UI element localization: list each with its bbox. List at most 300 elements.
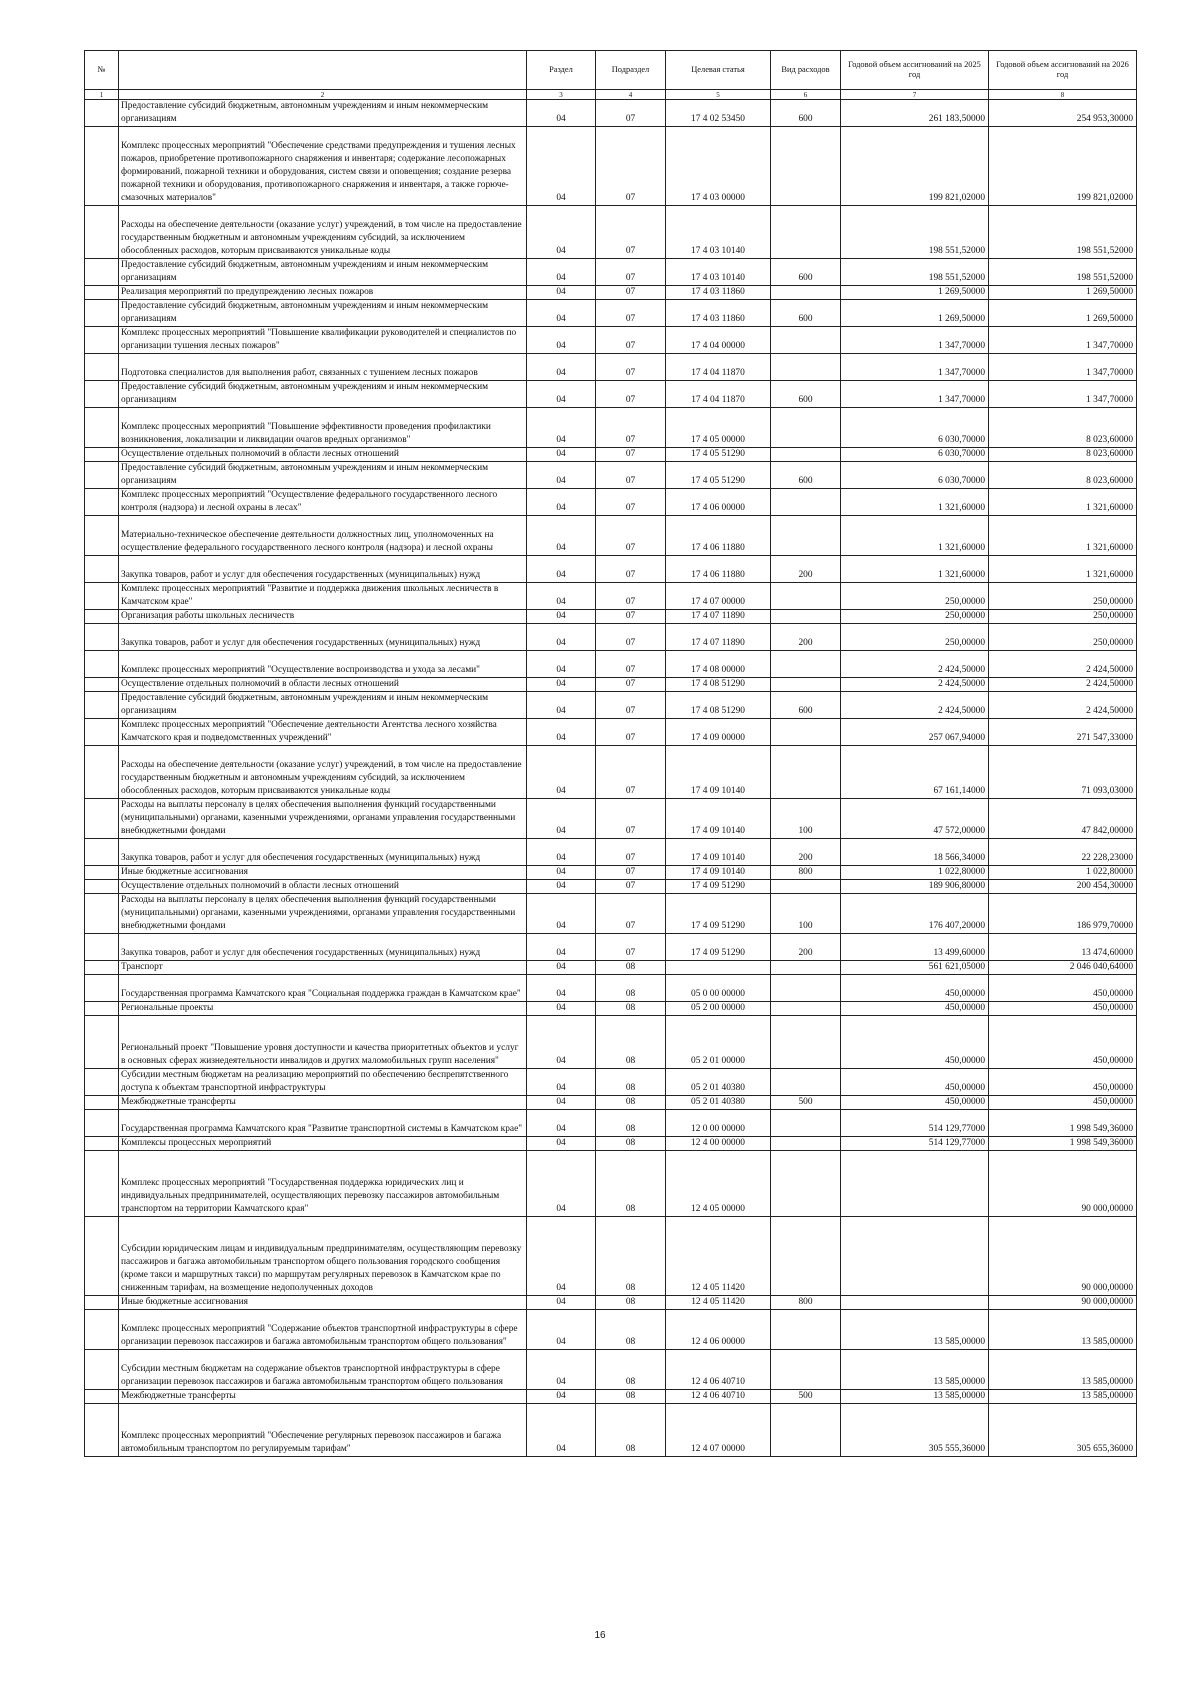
cell-expense xyxy=(771,354,841,381)
cell-no xyxy=(85,381,119,408)
cell-expense xyxy=(771,1151,841,1217)
cell-name: Предоставление субсидий бюджетным, автономным учреждениям и иным некоммерческим организациям xyxy=(119,462,527,489)
table-row xyxy=(85,1350,1137,1390)
cell-expense: 800 xyxy=(771,866,841,880)
table-row xyxy=(85,894,1137,934)
cell-subsection: 08 xyxy=(596,1217,666,1296)
cell-2025: 1 347,70000 xyxy=(841,327,989,354)
cell-target: 12 4 05 11420 xyxy=(666,1217,771,1296)
cell-2025: 250,00000 xyxy=(841,583,989,610)
cell-2026: 2 424,50000 xyxy=(989,651,1137,678)
cell-section: 04 xyxy=(527,799,596,839)
table-row xyxy=(85,300,1137,327)
cell-2026: 200 454,30000 xyxy=(989,880,1137,894)
table-row xyxy=(85,327,1137,354)
cell-target: 12 4 06 00000 xyxy=(666,1310,771,1350)
cell-target: 12 4 00 00000 xyxy=(666,1137,771,1151)
cell-2025 xyxy=(841,1217,989,1296)
cell-section: 04 xyxy=(527,961,596,975)
cell-no xyxy=(85,1002,119,1016)
table-row xyxy=(85,866,1137,880)
table-row xyxy=(85,354,1137,381)
cell-no xyxy=(85,1016,119,1069)
cell-2026: 450,00000 xyxy=(989,1096,1137,1110)
cell-name: Комплекс процессных мероприятий "Развитие и поддержка движения школьных лесничеств в Камчатском крае" xyxy=(119,583,527,610)
cell-subsection: 08 xyxy=(596,1096,666,1110)
cell-subsection: 07 xyxy=(596,839,666,866)
cell-no xyxy=(85,462,119,489)
cell-expense: 500 xyxy=(771,1390,841,1404)
cell-section: 04 xyxy=(527,583,596,610)
cell-subsection: 08 xyxy=(596,1151,666,1217)
cell-section: 04 xyxy=(527,839,596,866)
cell-no xyxy=(85,610,119,624)
cell-2025: 1 269,50000 xyxy=(841,286,989,300)
table-row xyxy=(85,1016,1137,1069)
cell-expense xyxy=(771,1069,841,1096)
cell-2026: 1 347,70000 xyxy=(989,354,1137,381)
cell-2026: 47 842,00000 xyxy=(989,799,1137,839)
table-row xyxy=(85,719,1137,746)
cell-no xyxy=(85,746,119,799)
cell-section: 04 xyxy=(527,1296,596,1310)
cell-expense xyxy=(771,610,841,624)
table-row xyxy=(85,934,1137,961)
cell-no xyxy=(85,894,119,934)
cell-target: 17 4 07 00000 xyxy=(666,583,771,610)
table-row xyxy=(85,100,1137,127)
cell-section: 04 xyxy=(527,259,596,286)
table-row xyxy=(85,516,1137,556)
cell-name: Осуществление отдельных полномочий в области лесных отношений xyxy=(119,448,527,462)
cell-target: 17 4 04 11870 xyxy=(666,354,771,381)
cell-section: 04 xyxy=(527,1002,596,1016)
cell-name: Расходы на выплаты персоналу в целях обеспечения выполнения функций государственными (муниципальными) органами, казенными учреждениями, органами управления государственными внебюджетными фондами xyxy=(119,799,527,839)
cell-target: 17 4 05 51290 xyxy=(666,462,771,489)
cell-subsection: 07 xyxy=(596,381,666,408)
cell-target: 17 4 07 11890 xyxy=(666,624,771,651)
table-row xyxy=(85,610,1137,624)
cell-2025: 199 821,02000 xyxy=(841,127,989,206)
table-row xyxy=(85,1096,1137,1110)
cell-2026: 250,00000 xyxy=(989,583,1137,610)
col-number: 4 xyxy=(596,90,666,100)
cell-expense xyxy=(771,1217,841,1296)
cell-2025: 450,00000 xyxy=(841,1069,989,1096)
cell-name: Расходы на выплаты персоналу в целях обеспечения выполнения функций государственными (муниципальными) органами, казенными учреждениями, органами управления государственными внебюджетными фондами xyxy=(119,894,527,934)
cell-no xyxy=(85,651,119,678)
col-number: 5 xyxy=(666,90,771,100)
cell-section: 04 xyxy=(527,678,596,692)
cell-expense: 200 xyxy=(771,839,841,866)
cell-expense xyxy=(771,327,841,354)
cell-subsection: 08 xyxy=(596,1296,666,1310)
cell-section: 04 xyxy=(527,719,596,746)
cell-no xyxy=(85,516,119,556)
table-body xyxy=(85,100,1137,1457)
table-row xyxy=(85,1390,1137,1404)
cell-2025: 18 566,34000 xyxy=(841,839,989,866)
cell-no xyxy=(85,678,119,692)
cell-name: Комплекс процессных мероприятий "Обеспечение деятельности Агентства лесного хозяйства Камчатского края и подведомственных учреждений" xyxy=(119,719,527,746)
cell-subsection: 07 xyxy=(596,286,666,300)
cell-section: 04 xyxy=(527,327,596,354)
col-header-name xyxy=(119,51,527,90)
cell-expense: 600 xyxy=(771,259,841,286)
cell-target: 17 4 09 10140 xyxy=(666,799,771,839)
cell-2025: 176 407,20000 xyxy=(841,894,989,934)
col-number: 3 xyxy=(527,90,596,100)
cell-name: Комплекс процессных мероприятий "Осуществление федерального государственного лесного контроля (надзора) и лесной охраны в лесах" xyxy=(119,489,527,516)
cell-2026: 8 023,60000 xyxy=(989,448,1137,462)
cell-section: 04 xyxy=(527,894,596,934)
cell-2025: 13 585,00000 xyxy=(841,1310,989,1350)
cell-name: Расходы на обеспечение деятельности (оказание услуг) учреждений, в том числе на предоставление государственным бюджетным и автономным учреждениям субсидий, за исключением обособленных расходов, которым присваиваются уникальные коды xyxy=(119,206,527,259)
cell-subsection: 07 xyxy=(596,880,666,894)
cell-2026: 1 022,80000 xyxy=(989,866,1137,880)
table-row xyxy=(85,1217,1137,1296)
cell-2026: 1 321,60000 xyxy=(989,489,1137,516)
cell-subsection: 07 xyxy=(596,462,666,489)
cell-subsection: 08 xyxy=(596,1069,666,1096)
cell-subsection: 07 xyxy=(596,556,666,583)
cell-expense: 100 xyxy=(771,894,841,934)
cell-section: 04 xyxy=(527,610,596,624)
cell-target: 17 4 09 00000 xyxy=(666,719,771,746)
cell-name: Предоставление субсидий бюджетным, автономным учреждениям и иным некоммерческим организациям xyxy=(119,692,527,719)
cell-2025: 13 499,60000 xyxy=(841,934,989,961)
cell-2026: 90 000,00000 xyxy=(989,1217,1137,1296)
table-row xyxy=(85,286,1137,300)
cell-target: 17 4 09 51290 xyxy=(666,934,771,961)
cell-no xyxy=(85,127,119,206)
cell-2026: 305 655,36000 xyxy=(989,1404,1137,1457)
cell-subsection: 07 xyxy=(596,692,666,719)
cell-subsection: 07 xyxy=(596,894,666,934)
cell-target: 12 4 06 40710 xyxy=(666,1390,771,1404)
cell-2025: 257 067,94000 xyxy=(841,719,989,746)
header-number-row xyxy=(85,90,1137,100)
table-row xyxy=(85,975,1137,1002)
cell-no xyxy=(85,692,119,719)
cell-subsection: 08 xyxy=(596,1404,666,1457)
cell-name: Предоставление субсидий бюджетным, автономным учреждениям и иным некоммерческим организациям xyxy=(119,300,527,327)
cell-target: 17 4 09 10140 xyxy=(666,866,771,880)
cell-section: 04 xyxy=(527,1137,596,1151)
cell-no xyxy=(85,839,119,866)
cell-no xyxy=(85,880,119,894)
cell-no xyxy=(85,259,119,286)
cell-subsection: 07 xyxy=(596,651,666,678)
cell-no xyxy=(85,100,119,127)
cell-2025: 514 129,77000 xyxy=(841,1137,989,1151)
cell-name: Субсидии местным бюджетам на реализацию мероприятий по обеспечению беспрепятственного доступа к объектам транспортной инфраструктуры xyxy=(119,1069,527,1096)
table-row xyxy=(85,1404,1137,1457)
cell-no xyxy=(85,624,119,651)
cell-expense xyxy=(771,206,841,259)
cell-section: 04 xyxy=(527,1110,596,1137)
cell-2025: 2 424,50000 xyxy=(841,651,989,678)
cell-2026: 250,00000 xyxy=(989,610,1137,624)
cell-no xyxy=(85,934,119,961)
cell-no xyxy=(85,1350,119,1390)
cell-target xyxy=(666,961,771,975)
table-row xyxy=(85,127,1137,206)
cell-no xyxy=(85,556,119,583)
table-row xyxy=(85,1002,1137,1016)
col-number: 1 xyxy=(85,90,119,100)
cell-2025: 250,00000 xyxy=(841,610,989,624)
cell-expense xyxy=(771,448,841,462)
cell-2025 xyxy=(841,1296,989,1310)
cell-name: Расходы на обеспечение деятельности (оказание услуг) учреждений, в том числе на предоставление государственным бюджетным и автономным учреждениям субсидий, за исключением обособленных расходов, которым присваиваются уникальные коды xyxy=(119,746,527,799)
cell-no xyxy=(85,286,119,300)
cell-target: 12 0 00 00000 xyxy=(666,1110,771,1137)
cell-2025 xyxy=(841,1151,989,1217)
cell-2025: 305 555,36000 xyxy=(841,1404,989,1457)
cell-subsection: 08 xyxy=(596,1137,666,1151)
cell-subsection: 07 xyxy=(596,678,666,692)
cell-name: Закупка товаров, работ и услуг для обеспечения государственных (муниципальных) нужд xyxy=(119,624,527,651)
cell-name: Комплекс процессных мероприятий "Повышение квалификации руководителей и специалистов по организации тушения лесных пожаров" xyxy=(119,327,527,354)
cell-subsection: 07 xyxy=(596,408,666,448)
cell-expense xyxy=(771,1016,841,1069)
cell-section: 04 xyxy=(527,1217,596,1296)
cell-2026: 13 585,00000 xyxy=(989,1390,1137,1404)
cell-no xyxy=(85,1390,119,1404)
cell-target: 05 2 01 40380 xyxy=(666,1069,771,1096)
cell-expense xyxy=(771,746,841,799)
cell-2026: 2 424,50000 xyxy=(989,678,1137,692)
cell-subsection: 07 xyxy=(596,127,666,206)
cell-2025: 2 424,50000 xyxy=(841,678,989,692)
cell-section: 04 xyxy=(527,1390,596,1404)
table-row xyxy=(85,408,1137,448)
cell-subsection: 07 xyxy=(596,610,666,624)
cell-section: 04 xyxy=(527,100,596,127)
table-row xyxy=(85,381,1137,408)
cell-target: 17 4 05 51290 xyxy=(666,448,771,462)
cell-section: 04 xyxy=(527,354,596,381)
col-header-no: № xyxy=(85,51,119,90)
cell-2026: 1 347,70000 xyxy=(989,381,1137,408)
table-row xyxy=(85,624,1137,651)
cell-name: Субсидии юридическим лицам и индивидуальным предпринимателям, осуществляющим перевозку пассажиров и багажа автомобильным транспортом общего пользования городского сообщения (кроме такси и маршрутных такси) по маршрутам регулярных перевозок в Камчатском крае по сниженным тарифам, на возмещение недополученных доходов xyxy=(119,1217,527,1296)
cell-expense xyxy=(771,1310,841,1350)
cell-name: Иные бюджетные ассигнования xyxy=(119,866,527,880)
cell-subsection: 08 xyxy=(596,1310,666,1350)
cell-name: Государственная программа Камчатского края "Социальная поддержка граждан в Камчатском крае" xyxy=(119,975,527,1002)
table-row xyxy=(85,206,1137,259)
cell-no xyxy=(85,1217,119,1296)
cell-2025: 450,00000 xyxy=(841,975,989,1002)
cell-2025: 47 572,00000 xyxy=(841,799,989,839)
cell-name: Закупка товаров, работ и услуг для обеспечения государственных (муниципальных) нужд xyxy=(119,556,527,583)
cell-expense: 200 xyxy=(771,556,841,583)
cell-2025: 450,00000 xyxy=(841,1002,989,1016)
cell-section: 04 xyxy=(527,746,596,799)
cell-target: 05 2 01 40380 xyxy=(666,1096,771,1110)
cell-no xyxy=(85,1096,119,1110)
cell-expense: 800 xyxy=(771,1296,841,1310)
cell-expense xyxy=(771,975,841,1002)
cell-section: 04 xyxy=(527,934,596,961)
cell-2025: 198 551,52000 xyxy=(841,259,989,286)
cell-expense: 500 xyxy=(771,1096,841,1110)
cell-2026: 90 000,00000 xyxy=(989,1151,1137,1217)
cell-no xyxy=(85,1137,119,1151)
cell-target: 17 4 04 00000 xyxy=(666,327,771,354)
cell-no xyxy=(85,583,119,610)
cell-subsection: 07 xyxy=(596,583,666,610)
table-row xyxy=(85,961,1137,975)
cell-subsection: 08 xyxy=(596,1110,666,1137)
cell-subsection: 07 xyxy=(596,206,666,259)
cell-subsection: 07 xyxy=(596,719,666,746)
cell-subsection: 07 xyxy=(596,100,666,127)
cell-2025: 1 321,60000 xyxy=(841,516,989,556)
table-row xyxy=(85,1069,1137,1096)
cell-target: 17 4 03 10140 xyxy=(666,259,771,286)
table-row xyxy=(85,448,1137,462)
cell-subsection: 08 xyxy=(596,1390,666,1404)
cell-no xyxy=(85,1110,119,1137)
cell-expense xyxy=(771,127,841,206)
cell-name: Предоставление субсидий бюджетным, автономным учреждениям и иным некоммерческим организациям xyxy=(119,100,527,127)
cell-subsection: 07 xyxy=(596,259,666,286)
header-row xyxy=(85,51,1137,90)
cell-section: 04 xyxy=(527,127,596,206)
cell-2025: 13 585,00000 xyxy=(841,1390,989,1404)
cell-target: 17 4 03 11860 xyxy=(666,300,771,327)
cell-target: 12 4 07 00000 xyxy=(666,1404,771,1457)
cell-2026: 2 046 040,64000 xyxy=(989,961,1137,975)
cell-expense: 600 xyxy=(771,692,841,719)
table-row xyxy=(85,462,1137,489)
col-number: 2 xyxy=(119,90,527,100)
cell-2026: 271 547,33000 xyxy=(989,719,1137,746)
cell-section: 04 xyxy=(527,975,596,1002)
cell-section: 04 xyxy=(527,381,596,408)
cell-name: Осуществление отдельных полномочий в области лесных отношений xyxy=(119,880,527,894)
cell-target: 17 4 04 11870 xyxy=(666,381,771,408)
cell-target: 17 4 08 51290 xyxy=(666,692,771,719)
cell-section: 04 xyxy=(527,516,596,556)
cell-expense xyxy=(771,1002,841,1016)
cell-2025: 1 347,70000 xyxy=(841,354,989,381)
cell-name: Комплекс процессных мероприятий "Повышение эффективности проведения профилактики возникновения, локализации и ликвидации очагов вредных организмов" xyxy=(119,408,527,448)
cell-2025: 189 906,80000 xyxy=(841,880,989,894)
cell-name: Региональный проект "Повышение уровня доступности и качества приоритетных объектов и услуг в основных сферах жизнедеятельности инвалидов и других маломобильных групп населения" xyxy=(119,1016,527,1069)
cell-section: 04 xyxy=(527,300,596,327)
cell-no xyxy=(85,408,119,448)
cell-expense: 200 xyxy=(771,624,841,651)
cell-name: Комплексы процессных мероприятий xyxy=(119,1137,527,1151)
cell-target: 12 4 05 11420 xyxy=(666,1296,771,1310)
cell-subsection: 07 xyxy=(596,866,666,880)
cell-section: 04 xyxy=(527,624,596,651)
cell-2026: 198 551,52000 xyxy=(989,259,1137,286)
table-row xyxy=(85,746,1137,799)
cell-name: Предоставление субсидий бюджетным, автономным учреждениям и иным некоммерческим организациям xyxy=(119,259,527,286)
cell-section: 04 xyxy=(527,692,596,719)
col-number: 6 xyxy=(771,90,841,100)
table-row xyxy=(85,1151,1137,1217)
cell-target: 17 4 02 53450 xyxy=(666,100,771,127)
cell-name: Комплекс процессных мероприятий "Содержание объектов транспортной инфраструктуры в сфере организации перевозок пассажиров и багажа автомобильным транспортом общего пользования" xyxy=(119,1310,527,1350)
cell-2026: 71 093,03000 xyxy=(989,746,1137,799)
cell-2026: 199 821,02000 xyxy=(989,127,1137,206)
cell-no xyxy=(85,1310,119,1350)
cell-2026: 8 023,60000 xyxy=(989,408,1137,448)
cell-name: Иные бюджетные ассигнования xyxy=(119,1296,527,1310)
cell-2026: 450,00000 xyxy=(989,1069,1137,1096)
cell-no xyxy=(85,1069,119,1096)
cell-subsection: 07 xyxy=(596,799,666,839)
cell-2026: 450,00000 xyxy=(989,975,1137,1002)
cell-expense xyxy=(771,651,841,678)
table-row xyxy=(85,692,1137,719)
cell-section: 04 xyxy=(527,1404,596,1457)
cell-no xyxy=(85,961,119,975)
cell-name: Субсидии местным бюджетам на содержание объектов транспортной инфраструктуры в сфере организации перевозок пассажиров и багажа автомобильным транспортом общего пользования xyxy=(119,1350,527,1390)
table-row xyxy=(85,556,1137,583)
cell-expense xyxy=(771,1350,841,1390)
budget-table xyxy=(84,50,1137,1457)
cell-target: 17 4 06 00000 xyxy=(666,489,771,516)
cell-subsection: 07 xyxy=(596,489,666,516)
cell-no xyxy=(85,866,119,880)
cell-name: Реализация мероприятий по предупреждению лесных пожаров xyxy=(119,286,527,300)
cell-2026: 1 269,50000 xyxy=(989,286,1137,300)
cell-expense xyxy=(771,489,841,516)
cell-2026: 450,00000 xyxy=(989,1016,1137,1069)
cell-2026: 22 228,23000 xyxy=(989,839,1137,866)
cell-target: 17 4 08 51290 xyxy=(666,678,771,692)
cell-section: 04 xyxy=(527,651,596,678)
cell-2025: 67 161,14000 xyxy=(841,746,989,799)
col-header-expense: Вид расходов xyxy=(771,51,841,90)
cell-no xyxy=(85,448,119,462)
table-row xyxy=(85,799,1137,839)
table-row xyxy=(85,1110,1137,1137)
cell-expense xyxy=(771,719,841,746)
cell-expense: 600 xyxy=(771,100,841,127)
cell-2025: 6 030,70000 xyxy=(841,448,989,462)
cell-target: 12 4 05 00000 xyxy=(666,1151,771,1217)
cell-expense xyxy=(771,1404,841,1457)
cell-section: 04 xyxy=(527,408,596,448)
cell-expense: 100 xyxy=(771,799,841,839)
cell-expense xyxy=(771,286,841,300)
cell-2025: 13 585,00000 xyxy=(841,1350,989,1390)
cell-name: Комплекс процессных мероприятий "Государственная поддержка юридических лиц и индивидуальных предпринимателей, осуществляющих перевозку пассажиров автомобильным транспортом на территории Камчатского края" xyxy=(119,1151,527,1217)
col-number: 7 xyxy=(841,90,989,100)
cell-name: Осуществление отдельных полномочий в области лесных отношений xyxy=(119,678,527,692)
cell-2025: 561 621,05000 xyxy=(841,961,989,975)
cell-2026: 90 000,00000 xyxy=(989,1296,1137,1310)
cell-name: Комплекс процессных мероприятий "Обеспечение средствами предупреждения и тушения лесных пожаров, приобретение противопожарного снаряжения и инвентаря; содержание лесопожарных формирований, пожарной техники и оборудования, систем связи и оповещения; создание резерва пожарной техники и оборудования, противопожарного снаряжения и инвентаря, а также горюче-смазочных материалов" xyxy=(119,127,527,206)
cell-expense xyxy=(771,1110,841,1137)
table-row xyxy=(85,489,1137,516)
cell-section: 04 xyxy=(527,880,596,894)
cell-section: 04 xyxy=(527,448,596,462)
cell-subsection: 07 xyxy=(596,934,666,961)
cell-target: 17 4 03 00000 xyxy=(666,127,771,206)
cell-section: 04 xyxy=(527,556,596,583)
cell-no xyxy=(85,327,119,354)
table-row xyxy=(85,1296,1137,1310)
